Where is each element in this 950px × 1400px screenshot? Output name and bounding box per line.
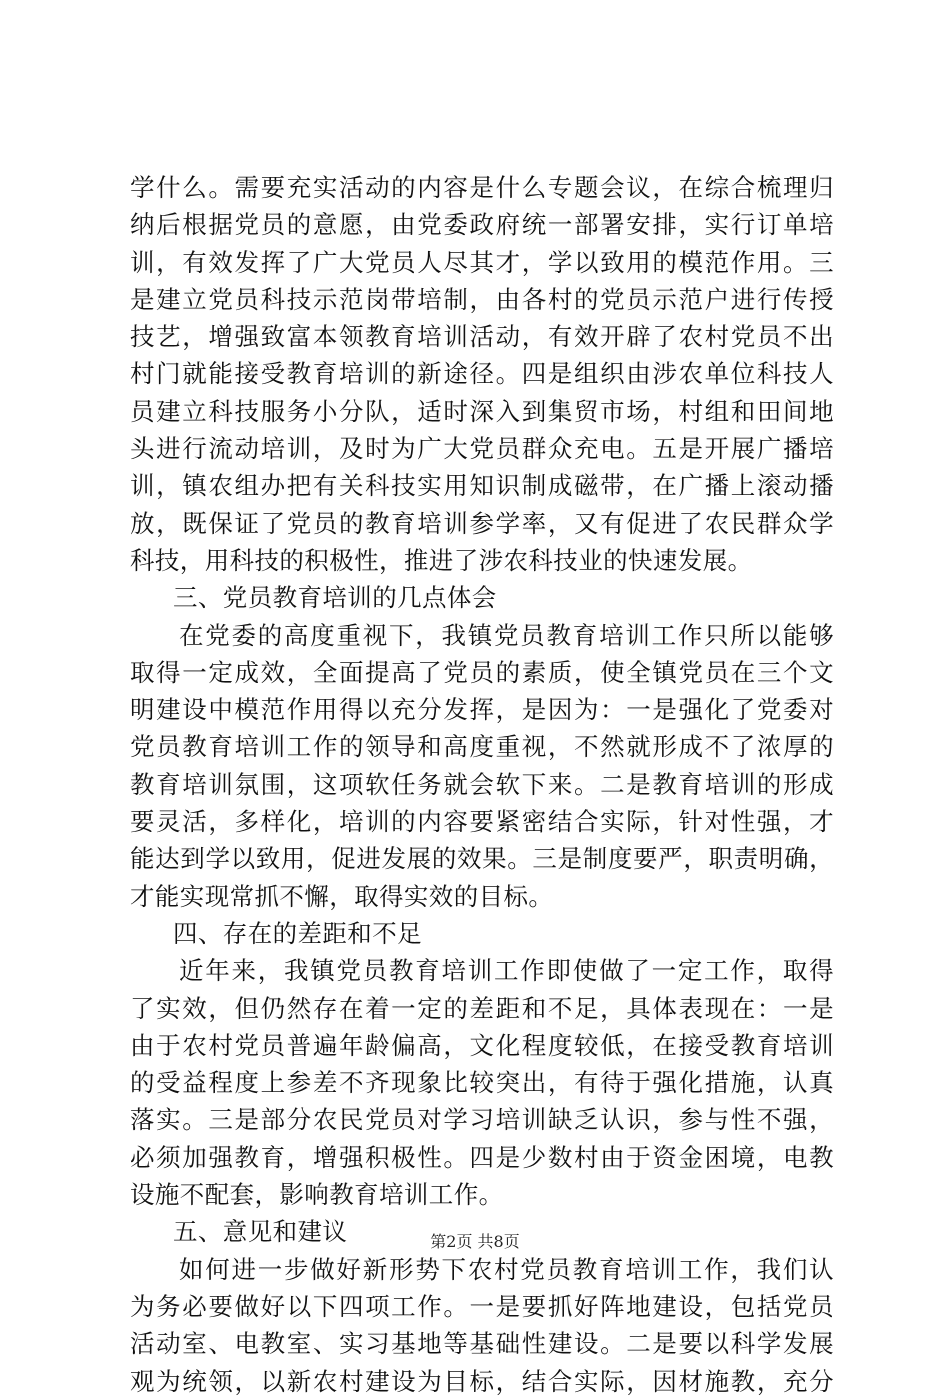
text-line: 如何进一步做好新形势下农村党员教育培训工作，我们认 bbox=[179, 1254, 834, 1284]
text-line: 要灵活，多样化，培训的内容要紧密结合实际，针对性强，才 bbox=[130, 807, 834, 837]
text-line: 训，镇农组办把有关科技实用知识制成磁带，在广播上滚动播 bbox=[130, 471, 834, 501]
section-heading: 五、意见和建议 bbox=[173, 1217, 348, 1247]
text-line: 教育培训氛围，这项软任务就会软下来。二是教育培训的形成 bbox=[130, 769, 834, 799]
text-line: 是建立党员科技示范岗带培制，由各村的党员示范户进行传授 bbox=[130, 284, 834, 314]
text-line: 村门就能接受教育培训的新途径。四是组织由涉农单位科技人 bbox=[130, 359, 834, 389]
text-line: 近年来，我镇党员教育培训工作即使做了一定工作，取得 bbox=[179, 956, 834, 986]
text-line: 员建立科技服务小分队，适时深入到集贸市场，村组和田间地 bbox=[130, 396, 834, 426]
text-line: 训，有效发挥了广大党员人尽其才，学以致用的模范作用。三 bbox=[130, 247, 834, 277]
document-body bbox=[130, 169, 834, 1400]
text-line: 头进行流动培训，及时为广大党员群众充电。五是开展广播培 bbox=[130, 434, 834, 464]
text-line: 科技，用科技的积极性，推进了涉农科技业的快速发展。 bbox=[130, 545, 753, 575]
text-line: 取得一定成效，全面提高了党员的素质，使全镇党员在三个文 bbox=[130, 657, 834, 687]
text-line: 学什么。需要充实活动的内容是什么专题会议，在综合梳理归 bbox=[130, 173, 834, 202]
text-line: 落实。三是部分农民党员对学习培训缺乏认识，参与性不强， bbox=[130, 1105, 834, 1135]
text-line: 技艺，增强致富本领教育培训活动，有效开辟了农村党员不出 bbox=[130, 322, 834, 352]
text-line: 观为统领，以新农村建设为目标，结合实际，因材施教，充分 bbox=[130, 1366, 834, 1396]
text-line: 的受益程度上参差不齐现象比较突出，有待于强化措施，认真 bbox=[130, 1068, 834, 1098]
text-line: 必须加强教育，增强积极性。四是少数村由于资金困境，电教 bbox=[130, 1142, 834, 1172]
text-line: 为务必要做好以下四项工作。一是要抓好阵地建设，包括党员 bbox=[130, 1291, 834, 1321]
text-line: 在党委的高度重视下，我镇党员教育培训工作只所以能够 bbox=[179, 620, 834, 650]
page-footer: 第2页 共8页 bbox=[430, 1232, 520, 1251]
section-heading: 四、存在的差距和不足 bbox=[173, 918, 422, 948]
text-line: 明建设中模范作用得以充分发挥，是因为：一是强化了党委对 bbox=[130, 695, 834, 725]
text-line: 才能实现常抓不懈，取得实效的目标。 bbox=[130, 881, 554, 911]
text-line: 能达到学以致用，促进发展的效果。三是制度要严，职责明确， bbox=[130, 844, 834, 874]
text-line: 由于农村党员普遍年龄偏高，文化程度较低，在接受教育培训 bbox=[130, 1030, 834, 1060]
text-line: 活动室、电教室、实习基地等基础性建设。二是要以科学发展 bbox=[130, 1329, 834, 1359]
text-line: 纳后根据党员的意愿，由党委政府统一部署安排，实行订单培 bbox=[130, 210, 834, 240]
text-line: 放，既保证了党员的教育培训参学率，又有促进了农民群众学 bbox=[130, 508, 834, 538]
text-line: 了实效，但仍然存在着一定的差距和不足，具体表现在：一是 bbox=[130, 993, 834, 1023]
section-heading: 三、党员教育培训的几点体会 bbox=[173, 583, 497, 613]
text-line: 党员教育培训工作的领导和高度重视，不然就形成不了浓厚的 bbox=[130, 732, 834, 762]
text-line: 设施不配套，影响教育培训工作。 bbox=[130, 1180, 504, 1210]
